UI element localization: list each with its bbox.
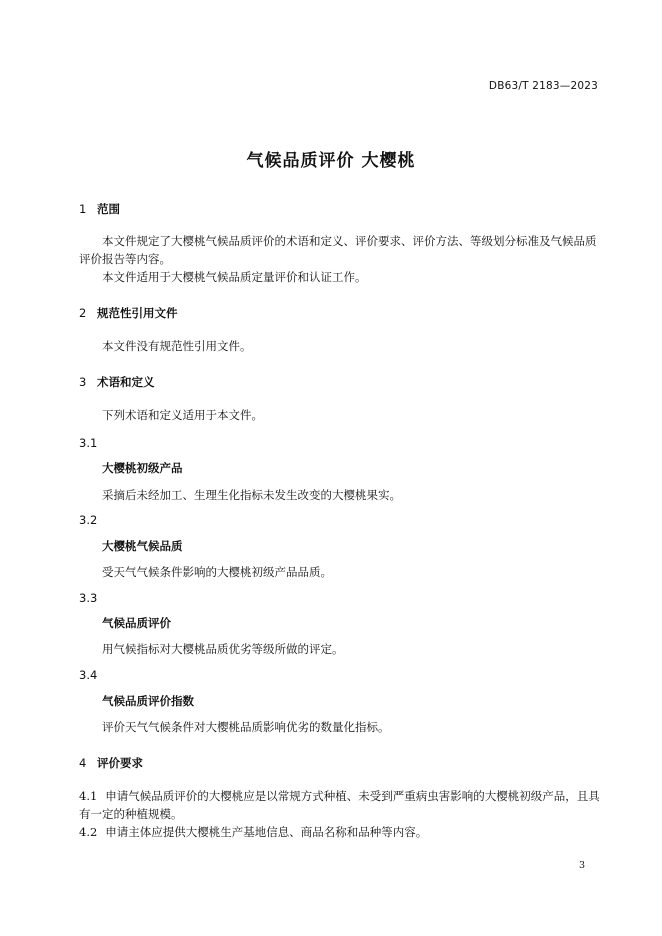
term-name: 大樱桃初级产品 [102,461,183,475]
section-heading-1 [79,201,120,217]
section-title: 评价要求 [97,756,143,770]
item-number: 4.2 [79,825,98,839]
term-definition: 采摘后未经加工、生理生化指标未发生改变的大樱桃果实。 [102,488,401,502]
requirement-item [79,823,603,841]
item-text: 申请主体应提供大樱桃生产基地信息、商品名称和品种等内容。 [105,825,428,839]
section-heading-2 [79,305,178,321]
paragraph: 本文件适用于大樱桃气候品质定量评价和认证工作。 [102,270,367,284]
section-title: 范围 [97,202,120,216]
term-number: 3.3 [79,591,98,605]
term-definition: 评价天气气候条件对大樱桃品质影响优劣的数量化指标。 [102,720,390,734]
section-number: 2 [79,306,87,320]
section-number: 1 [79,202,87,216]
item-number: 4.1 [79,789,98,803]
section-heading-3 [79,374,155,390]
paragraph: 本文件规定了大樱桃气候品质评价的术语和定义、评价要求、评价方法、等级划分标准及气候品质评价报告等内容。 [79,234,597,266]
section-title: 规范性引用文件 [97,306,178,320]
term-definition: 用气候指标对大樱桃品质优劣等级所做的评定。 [102,642,344,656]
page-number: 3 [578,860,585,871]
requirement-item [79,787,603,823]
term-definition: 受天气气候条件影响的大樱桃初级产品品质。 [102,565,332,579]
paragraph: 本文件没有规范性引用文件。 [102,339,252,353]
item-text: 申请气候品质评价的大樱桃应是以常规方式种植、未受到严重病虫害影响的大樱桃初级产品，且具有一定的种植规模。 [79,789,600,821]
section-title: 术语和定义 [97,375,155,389]
term-name: 大樱桃气候品质 [102,539,183,553]
paragraph: 下列术语和定义适用于本文件。 [102,408,263,422]
term-name: 气候品质评价 [102,616,171,630]
term-name: 气候品质评价指数 [102,694,194,708]
section-heading-4 [79,755,143,771]
document-title: 气候品质评价 大樱桃 [246,151,416,171]
term-number: 3.4 [79,668,98,682]
term-number: 3.2 [79,513,98,527]
section-number: 3 [79,375,87,389]
term-number: 3.1 [79,436,98,450]
section-number: 4 [79,756,87,770]
document-number: DB63/T 2183—2023 [488,80,598,92]
